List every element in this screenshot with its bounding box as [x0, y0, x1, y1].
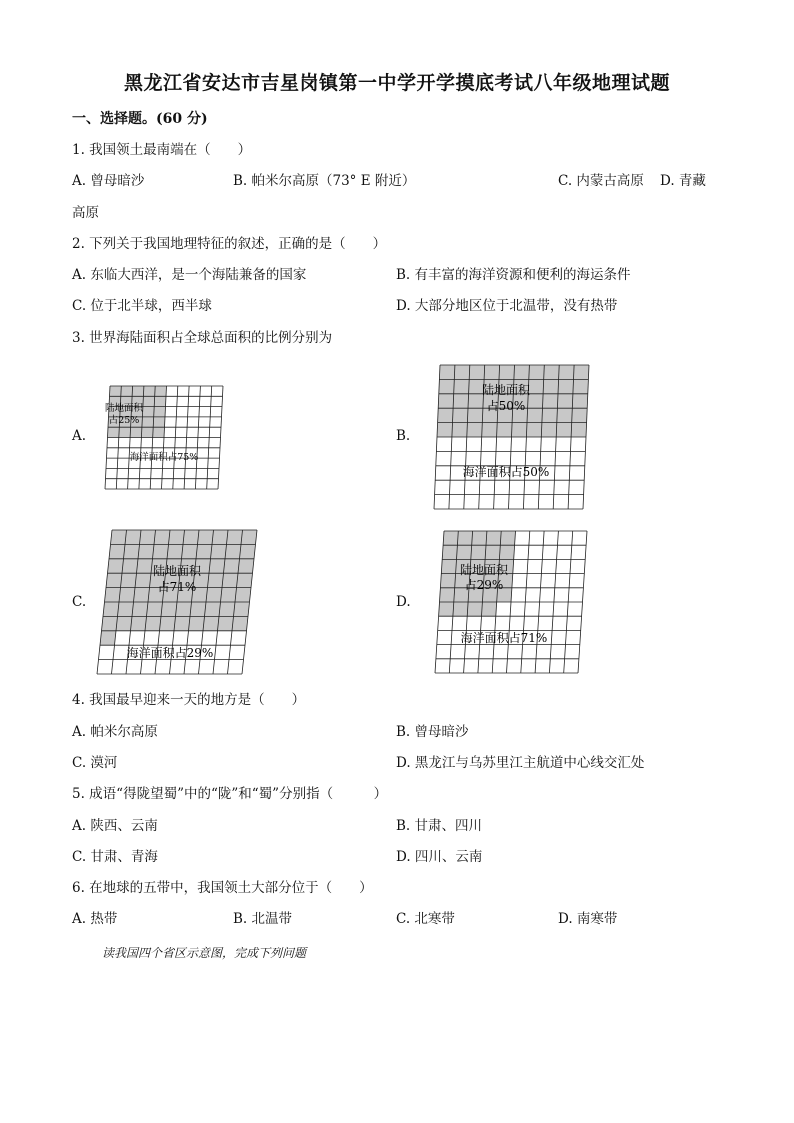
grid-c-land-cell [206, 588, 222, 602]
grid-c-land-cell [224, 559, 240, 573]
grid-c-land-cell [160, 616, 176, 630]
grid-c-land-cell [189, 616, 205, 630]
question-4-option-d: D. 黑龙江与乌苏里江主航道中心线交汇处 [396, 755, 645, 771]
grid-c-land-cell [122, 559, 138, 573]
grid-d-sea-label: 海洋面积占71% [460, 631, 548, 645]
grid-c-land-cell [137, 559, 153, 573]
grid-b-land-cell [514, 365, 530, 379]
question-1-stem: 1. 我国领土最南端在（ ） [72, 142, 252, 158]
grid-b-land-cell [528, 379, 544, 393]
question-6-option-b: B. 北温带 [233, 911, 293, 927]
grid-b-land-cell [557, 394, 573, 408]
question-6-stem: 6. 在地球的五带中，我国领土大部分位于（ ） [72, 880, 373, 896]
grid-diagram-c [92, 527, 262, 677]
grid-b-land-cell [499, 365, 515, 379]
grid-c-land-cell [222, 573, 238, 587]
grid-b-land-cell [558, 379, 574, 393]
page-title: 黑龙江省安达市吉星岗镇第一中学开学摸底考试八年级地理试题 [123, 72, 670, 94]
grid-b-land-cell [543, 394, 559, 408]
grid-c-land-cell [108, 559, 124, 573]
grid-d-land-cell [443, 531, 458, 545]
grid-d-land-cell [457, 531, 472, 545]
grid-c-land-cell [241, 530, 257, 544]
question-3-stem: 3. 世界海陆面积占全球总面积的比例分别为 [72, 330, 333, 346]
question-1-option-d-continued: 高原 [72, 205, 99, 221]
grid-a-land-cell [154, 407, 166, 417]
grid-b-land-cell [542, 408, 558, 422]
grid-b-land-cell [529, 365, 545, 379]
grid-a-land-cell [154, 396, 166, 406]
grid-d-land-cell [440, 588, 455, 602]
grid-b-sea-label: 海洋面积占50% [462, 465, 550, 479]
grid-d-land-cell [471, 545, 486, 559]
grid-a-land-cell [119, 427, 131, 437]
grid-a-land-cell [110, 386, 122, 396]
grid-a-land-cell [142, 407, 154, 417]
grid-c-land-cell [174, 616, 190, 630]
question-2-stem: 2. 下列关于我国地理特征的叙述，正确的是（ ） [72, 236, 387, 252]
grid-b-land-cell [453, 408, 469, 422]
grid-b-land-cell [574, 365, 590, 379]
question-4-option-b: B. 曾母暗沙 [396, 724, 469, 740]
grid-a-land-cell [130, 427, 142, 437]
grid-diagram-a [84, 380, 229, 495]
question-3-option-c-letter: C. [72, 594, 87, 610]
grid-d-land-cell [457, 545, 472, 559]
question-5-option-d: D. 四川、云南 [396, 849, 483, 865]
grid-c-land-cell [208, 573, 224, 587]
grid-c-land-cell [140, 530, 156, 544]
grid-a-land-cell [155, 386, 167, 396]
grid-c-land-cell [182, 544, 198, 558]
grid-b-land-cell [454, 365, 470, 379]
grid-b-land-cell [571, 423, 587, 437]
grid-b-land-cell [438, 394, 454, 408]
grid-a-land-label-1: 陆地面积 [104, 403, 144, 414]
grid-b-land-cell [452, 423, 468, 437]
question-5-option-c: C. 甘肃、青海 [72, 849, 158, 865]
grid-c-land-cell [124, 544, 140, 558]
question-5-option-b: B. 甘肃、四川 [396, 818, 483, 834]
grid-d-land-cell [485, 545, 500, 559]
grid-c-land-cell [138, 544, 154, 558]
grid-d-land-cell [441, 559, 456, 573]
grid-c-land-cell [237, 573, 253, 587]
grid-c-land-cell [102, 616, 118, 630]
grid-c-land-label-1: 陆地面积 [152, 564, 202, 578]
grid-b-land-cell [469, 365, 485, 379]
grid-b-land-cell [437, 423, 453, 437]
grid-c-land-cell [135, 573, 151, 587]
grid-c-land-cell [209, 559, 225, 573]
grid-diagram-b [420, 362, 592, 512]
grid-c-land-cell [169, 530, 185, 544]
grid-c-land-cell [212, 530, 228, 544]
grid-c-land-cell [198, 530, 214, 544]
grid-a-land-cell [153, 417, 165, 427]
grid-c-land-cell [232, 616, 248, 630]
grid-c-land-cell [234, 602, 250, 616]
grid-a-land-cell [141, 427, 153, 437]
grid-b-land-cell [559, 365, 575, 379]
grid-b-land-cell [572, 408, 588, 422]
grid-c-land-cell [145, 616, 161, 630]
grid-a-sea-label: 海洋面积占75% [129, 452, 199, 463]
grid-b-land-cell [526, 423, 542, 437]
grid-c-land-cell [119, 588, 135, 602]
grid-a-land-cell [108, 427, 120, 437]
grid-b-land-cell [544, 365, 560, 379]
question-2-option-b: B. 有丰富的海洋资源和便利的海运条件 [396, 267, 631, 283]
question-1-option-d: D. 青藏 [660, 173, 706, 189]
grid-d-land-cell [453, 602, 468, 616]
grid-c-land-cell [118, 602, 134, 616]
grid-c-land-cell [218, 616, 234, 630]
grid-c-land-cell [161, 602, 177, 616]
grid-b-land-cell [572, 394, 588, 408]
grid-c-land-cell [219, 602, 235, 616]
question-2-option-d: D. 大部分地区位于北温带，没有热带 [396, 298, 618, 314]
grid-c-land-cell [238, 559, 254, 573]
question-3-option-d-letter: D. [396, 594, 411, 610]
grid-b-land-cell [557, 408, 573, 422]
grid-b-land-cell [453, 394, 469, 408]
grid-a-land-cell [153, 427, 165, 437]
grid-b-land-cell [439, 365, 455, 379]
grid-c-land-cell [154, 530, 170, 544]
question-2-option-c: C. 位于北半球，西半球 [72, 298, 212, 314]
grid-c-land-cell [147, 602, 163, 616]
grid-a-land-cell [121, 386, 133, 396]
grid-c-land-cell [205, 602, 221, 616]
question-6-option-a: A. 热带 [72, 911, 118, 927]
grid-c-land-cell [100, 631, 116, 645]
grid-c-land-cell [131, 616, 147, 630]
grid-b-land-cell [556, 423, 572, 437]
grid-d-land-cell [439, 602, 454, 616]
question-6-option-d: D. 南寒带 [558, 911, 618, 927]
grid-b-land-cell [512, 423, 528, 437]
grid-b-land-cell [438, 408, 454, 422]
grid-b-land-cell [482, 423, 498, 437]
question-6-option-c: C. 北寒带 [396, 911, 455, 927]
reading-instruction: 读我国四个省区示意图，完成下列问题 [102, 946, 307, 960]
question-2-option-a: A. 东临大西洋，是一个海陆兼备的国家 [72, 267, 307, 283]
grid-d-land-cell [440, 574, 455, 588]
grid-d-land-cell [500, 531, 515, 545]
grid-b-land-cell [497, 423, 512, 437]
grid-b-land-cell [467, 423, 483, 437]
grid-c-sea-label: 海洋面积占29% [126, 646, 214, 660]
grid-c-land-cell [240, 544, 256, 558]
grid-c-land-cell [167, 544, 183, 558]
grid-a-land-cell [143, 396, 155, 406]
grid-d-land-cell [472, 531, 487, 545]
grid-c-land-label-2: 占71% [157, 580, 197, 594]
grid-c-land-cell [221, 588, 237, 602]
grid-c-land-cell [196, 544, 212, 558]
question-4-stem: 4. 我国最早迎来一天的地方是（ ） [72, 692, 306, 708]
grid-c-land-cell [125, 530, 141, 544]
grid-b-land-cell [484, 365, 500, 379]
grid-b-land-cell [454, 379, 470, 393]
grid-b-land-cell [527, 408, 543, 422]
grid-a-land-cell [132, 386, 144, 396]
grid-b-land-cell [467, 408, 483, 422]
grid-c-land-cell [227, 530, 243, 544]
grid-c-land-cell [132, 602, 148, 616]
grid-d-land-cell [499, 545, 514, 559]
grid-d-land-cell [467, 602, 482, 616]
grid-d-land-cell [482, 602, 497, 616]
question-4-option-c: C. 漠河 [72, 755, 118, 771]
question-1-option-c: C. 内蒙古高原 [558, 173, 644, 189]
grid-c-land-cell [106, 573, 122, 587]
question-4-option-a: A. 帕米尔高原 [72, 724, 158, 740]
question-5-option-a: A. 陕西、云南 [72, 818, 158, 834]
grid-c-land-cell [190, 602, 206, 616]
grid-b-land-label-1: 陆地面积 [481, 383, 531, 397]
grid-b-land-cell [541, 423, 557, 437]
grid-c-land-cell [203, 616, 219, 630]
grid-b-land-cell [439, 379, 455, 393]
grid-d-land-label-1: 陆地面积 [459, 563, 509, 577]
question-5-stem: 5. 成语“得陇望蜀”中的“陇”和“蜀”分别指（ ） [72, 786, 388, 802]
grid-a-land-cell [142, 417, 154, 427]
grid-a-land-label-2: 占25% [108, 415, 140, 426]
grid-c-land-cell [225, 544, 241, 558]
grid-c-land-cell [103, 602, 119, 616]
grid-d-land-label-2: 占29% [464, 578, 504, 592]
grid-b-land-cell [543, 379, 559, 393]
grid-c-land-cell [134, 588, 150, 602]
grid-c-land-cell [116, 616, 132, 630]
grid-d-land-cell [486, 531, 501, 545]
grid-b-land-cell [573, 379, 589, 393]
question-1-option-a: A. 曾母暗沙 [72, 173, 145, 189]
grid-a-land-cell [143, 386, 155, 396]
grid-c-land-cell [121, 573, 137, 587]
grid-b-land-label-2: 占50% [486, 399, 526, 413]
grid-c-land-cell [211, 544, 227, 558]
grid-c-land-cell [109, 544, 125, 558]
section-heading: 一、选择题。(60 分) [72, 111, 208, 127]
grid-c-land-cell [235, 588, 251, 602]
grid-d-land-cell [442, 545, 457, 559]
grid-c-land-cell [176, 602, 192, 616]
question-3-option-a-letter: A. [72, 428, 87, 444]
grid-c-land-cell [153, 544, 169, 558]
grid-c-land-cell [183, 530, 199, 544]
grid-diagram-d [432, 528, 592, 676]
question-3-option-b-letter: B. [396, 428, 411, 444]
grid-c-land-cell [105, 588, 121, 602]
question-1-option-b: B. 帕米尔高原（73° E 附近） [233, 173, 416, 189]
grid-c-land-cell [111, 530, 127, 544]
